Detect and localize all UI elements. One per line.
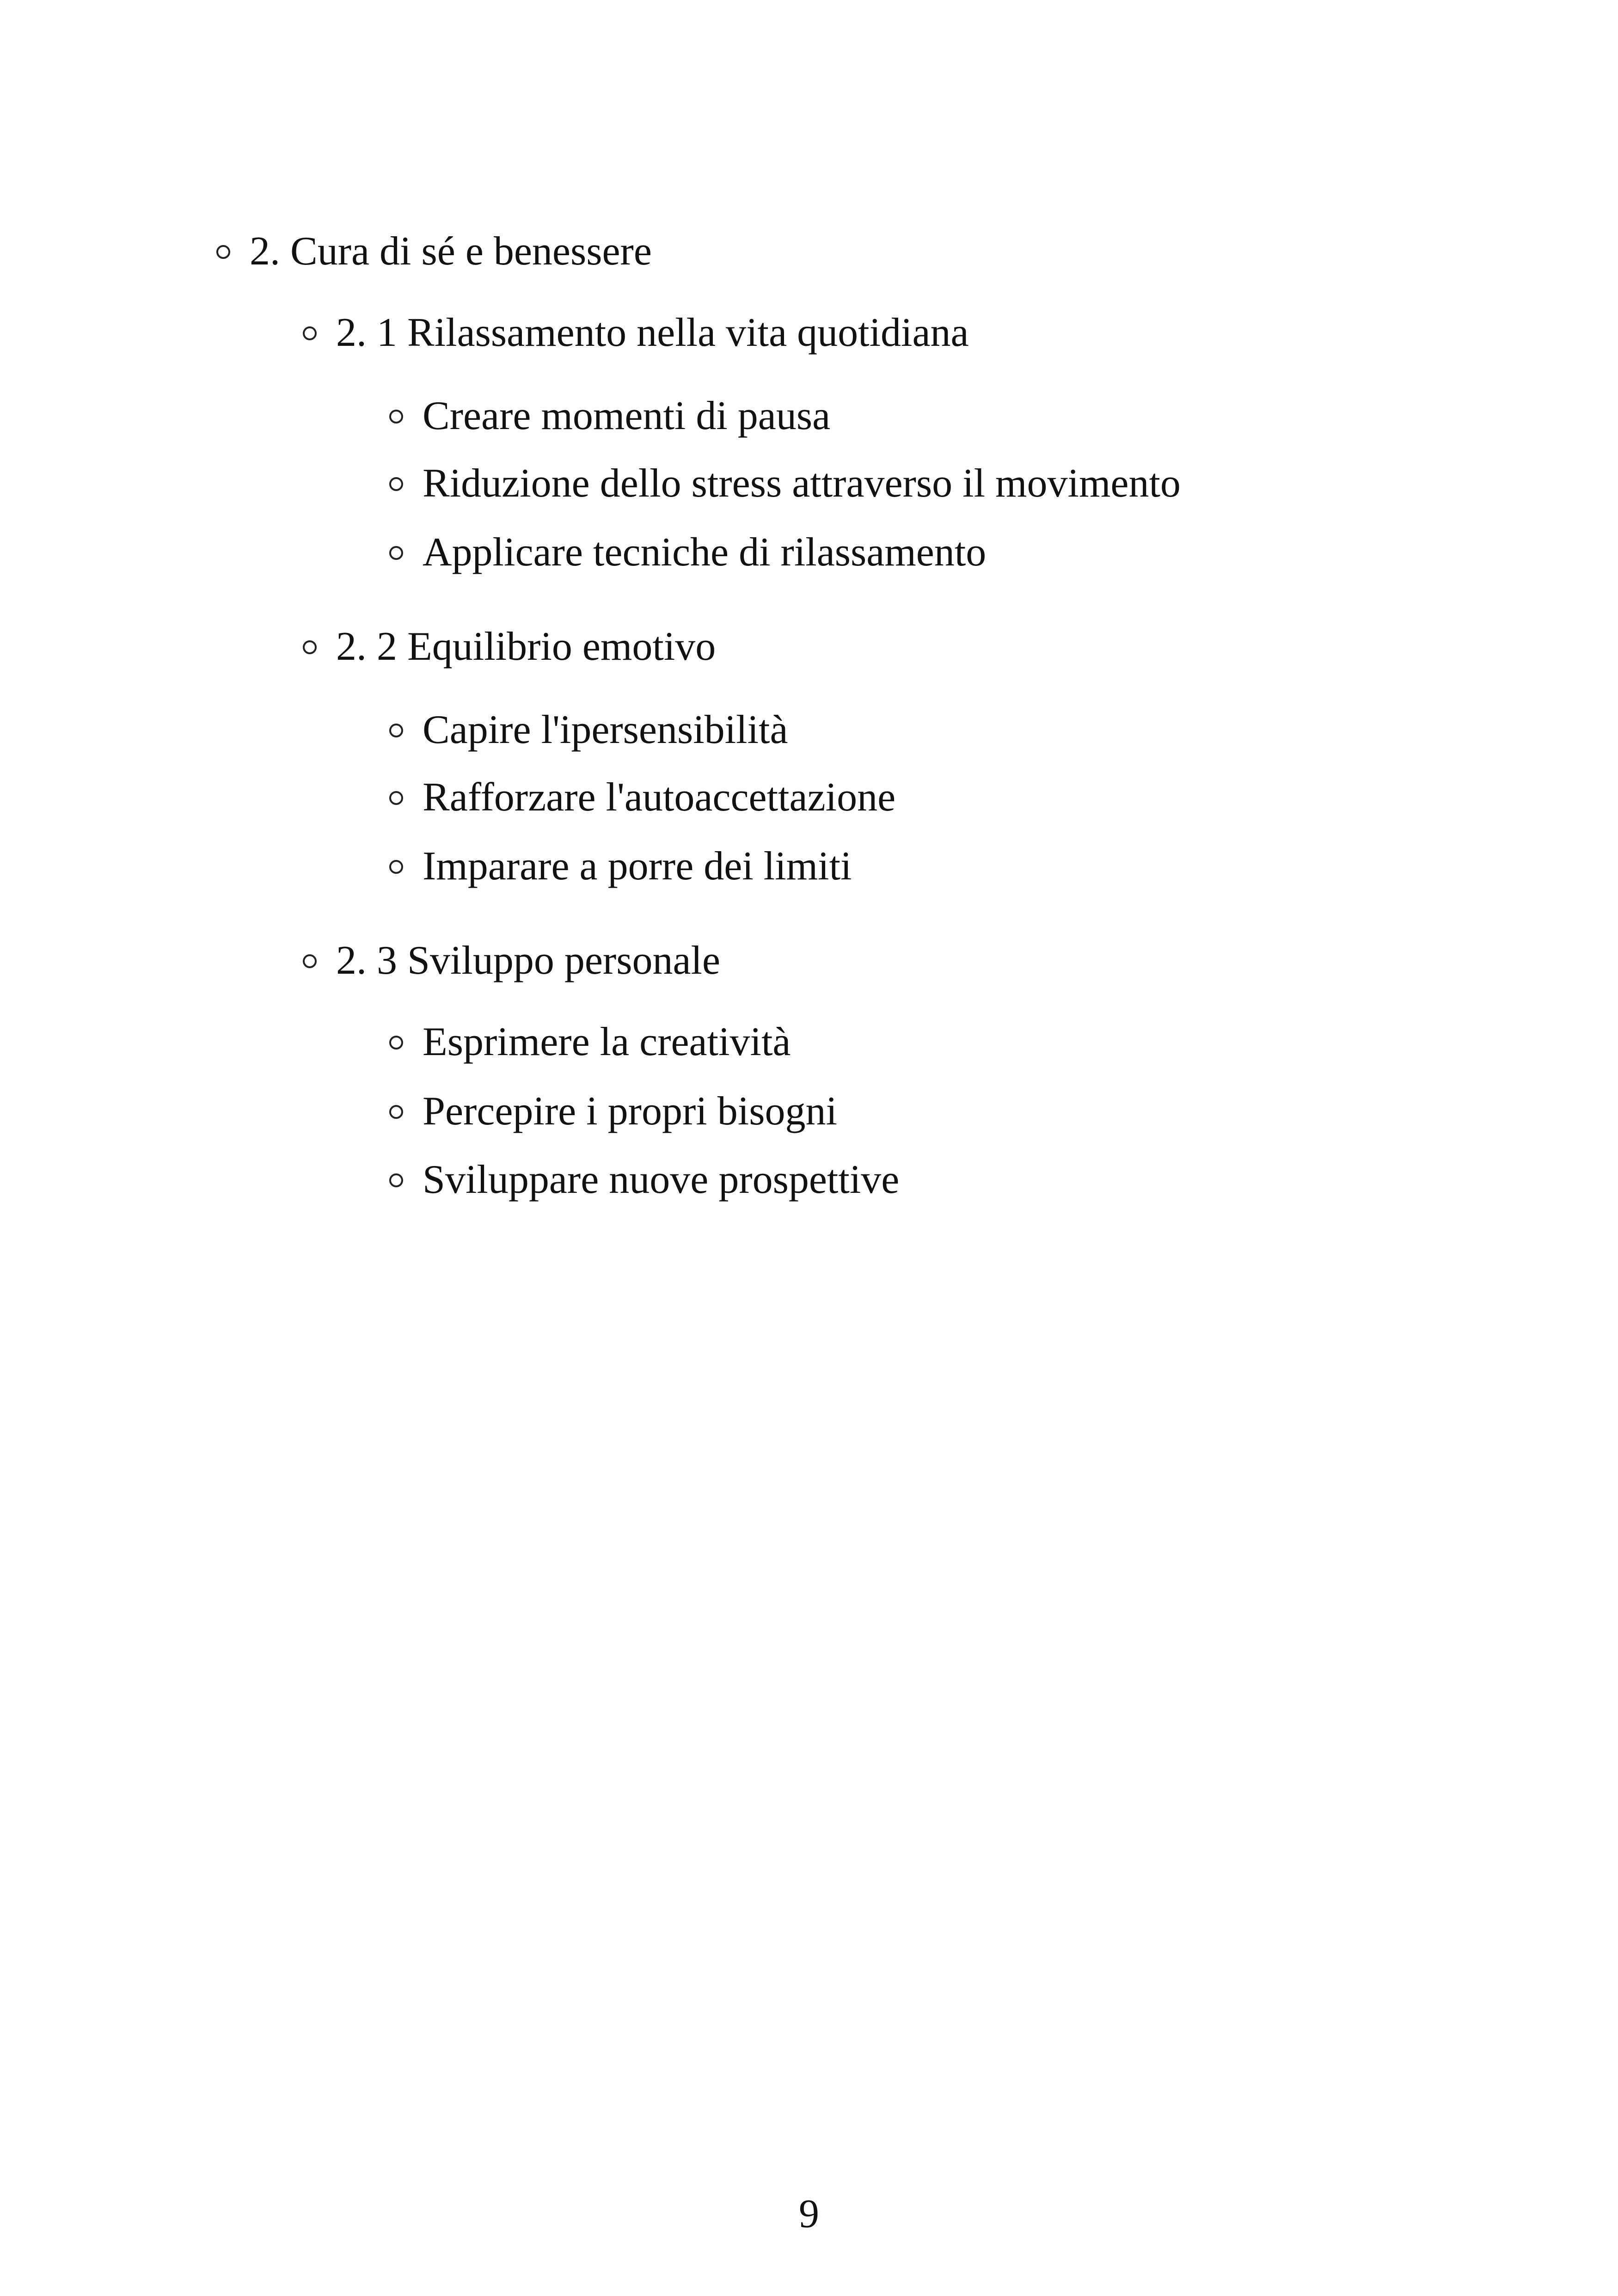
circle-bullet-icon — [389, 791, 403, 805]
circle-bullet-icon — [389, 410, 403, 424]
outline-item — [389, 707, 788, 752]
outline-subsection — [303, 940, 720, 981]
circle-bullet-icon — [389, 724, 403, 737]
circle-bullet-icon — [389, 1173, 403, 1187]
outline-item — [389, 1091, 837, 1132]
item-text: Applicare tecniche di rilassamento — [423, 530, 987, 575]
subsection-title: 2. 2 Equilibrio emotivo — [336, 624, 716, 669]
circle-bullet-icon — [389, 546, 403, 560]
item-text: Creare momenti di pausa — [423, 393, 831, 438]
outline-subsection — [303, 626, 716, 667]
page-number: 9 — [799, 2192, 819, 2236]
circle-bullet-icon — [303, 326, 317, 340]
item-text: Percepire i propri bisogni — [423, 1089, 837, 1134]
item-text: Capire l'ipersensibilità — [423, 707, 788, 752]
subsection-title: 2. 1 Rilassamento nella vita quotidiana — [336, 310, 969, 355]
circle-bullet-icon — [303, 954, 317, 968]
section-title: 2. Cura di sé e benessere — [250, 229, 652, 274]
circle-bullet-icon — [303, 640, 317, 654]
circle-bullet-icon — [389, 1105, 403, 1119]
circle-bullet-icon — [389, 477, 403, 491]
outline-item — [389, 777, 895, 818]
outline-item — [389, 463, 1181, 504]
outline-item — [389, 393, 831, 438]
item-text: Sviluppare nuove prospettive — [423, 1157, 900, 1202]
outline-section — [216, 231, 652, 272]
outline-item — [389, 846, 852, 887]
outline-item — [389, 1157, 900, 1202]
circle-bullet-icon — [216, 245, 230, 259]
circle-bullet-icon — [389, 1036, 403, 1050]
circle-bullet-icon — [389, 860, 403, 874]
subsection-title: 2. 3 Sviluppo personale — [336, 938, 721, 983]
outline-subsection — [303, 310, 969, 355]
item-text: Esprimere la creatività — [423, 1019, 791, 1064]
outline-item — [389, 532, 986, 573]
outline-item — [389, 1019, 791, 1064]
item-text: Imparare a porre dei limiti — [423, 844, 852, 889]
item-text: Riduzione dello stress attraverso il movimento — [423, 461, 1181, 506]
item-text: Rafforzare l'autoaccettazione — [423, 775, 896, 820]
